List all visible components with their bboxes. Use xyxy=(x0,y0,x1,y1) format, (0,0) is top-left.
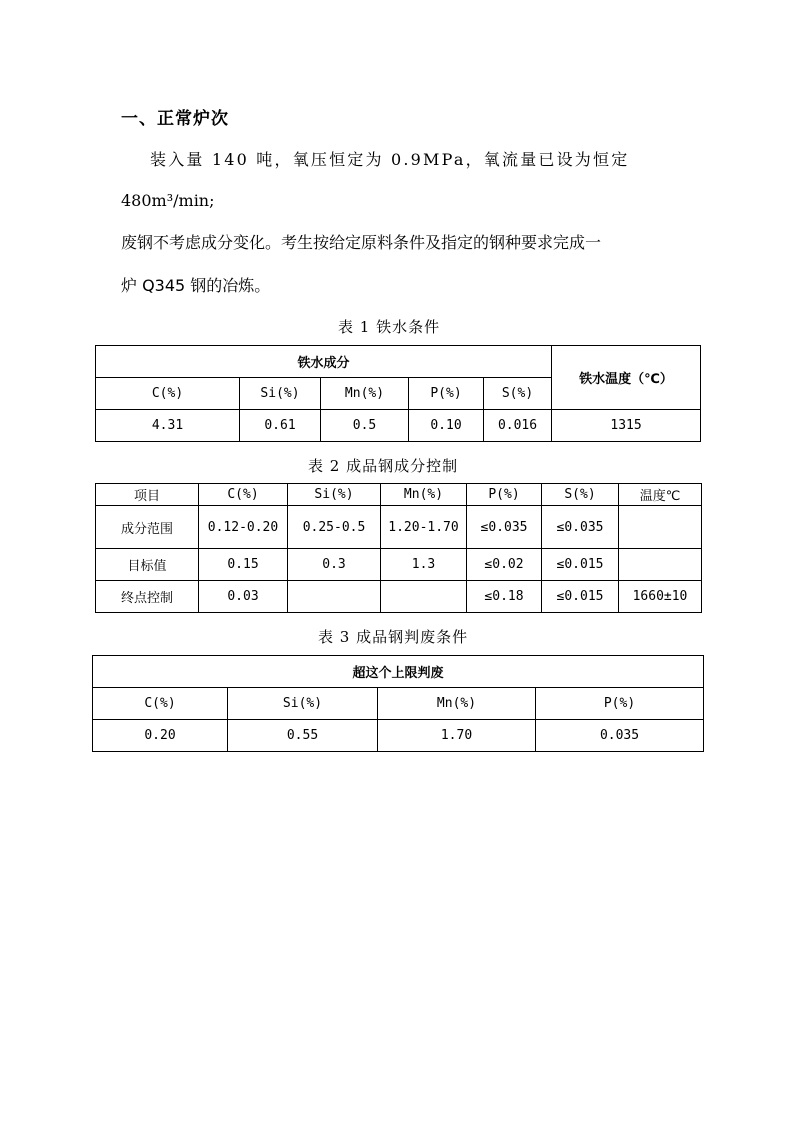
table3-group-header: 超这个上限判废 xyxy=(93,656,704,688)
table1-col-header: S(%) xyxy=(484,378,552,410)
table1-cell: 0.10 xyxy=(409,410,484,442)
product-composition-table xyxy=(95,483,702,613)
table2-row-label: 终点控制 xyxy=(96,581,199,613)
table3-col-header: Mn(%) xyxy=(378,688,536,720)
paragraph-line-2: 480m³/min; xyxy=(121,191,215,210)
table2-header: P(%) xyxy=(467,484,542,506)
table2-cell: 0.15 xyxy=(199,549,288,581)
table1-group-header: 铁水成分 xyxy=(96,346,552,378)
table2-header: Si(%) xyxy=(288,484,381,506)
table1-temp-header: 铁水温度（℃） xyxy=(552,346,701,410)
table1-cell: 0.016 xyxy=(484,410,552,442)
table2-row-label: 成分范围 xyxy=(96,506,199,549)
hot-metal-table xyxy=(95,345,701,442)
rejection-limits-table xyxy=(92,655,704,752)
table1-cell: 0.61 xyxy=(240,410,321,442)
table2-cell: 1660±10 xyxy=(619,581,702,613)
table2-cell: ≤0.035 xyxy=(467,506,542,549)
table2-cell xyxy=(288,581,381,613)
table2-cell xyxy=(619,506,702,549)
table3-cell: 0.55 xyxy=(228,720,378,752)
table2-cell: ≤0.035 xyxy=(542,506,619,549)
table2-cell: ≤0.02 xyxy=(467,549,542,581)
table2-cell: ≤0.015 xyxy=(542,581,619,613)
table2-caption: 表 2 成品钢成分控制 xyxy=(308,457,459,475)
table1-col-header: C(%) xyxy=(96,378,240,410)
table2-cell: 1.20-1.70 xyxy=(381,506,467,549)
table2-cell xyxy=(619,549,702,581)
table2-header: 项目 xyxy=(96,484,199,506)
table1-temp-value: 1315 xyxy=(552,410,701,442)
table2-cell: 0.03 xyxy=(199,581,288,613)
table2-row-label: 目标值 xyxy=(96,549,199,581)
table2-header: 温度℃ xyxy=(619,484,702,506)
table2-cell: 0.25-0.5 xyxy=(288,506,381,549)
table3-cell: 0.035 xyxy=(536,720,704,752)
table3-col-header: Si(%) xyxy=(228,688,378,720)
table3-col-header: P(%) xyxy=(536,688,704,720)
table3-caption: 表 3 成品钢判废条件 xyxy=(318,628,469,646)
paragraph-line-3: 废钢不考虑成分变化。考生按给定原料条件及指定的钢种要求完成一 xyxy=(121,233,602,252)
table1-col-header: Mn(%) xyxy=(321,378,409,410)
table2-cell: 0.3 xyxy=(288,549,381,581)
table2-cell: ≤0.015 xyxy=(542,549,619,581)
table1-caption: 表 1 铁水条件 xyxy=(338,318,441,336)
table2-header: Mn(%) xyxy=(381,484,467,506)
table2-cell: 1.3 xyxy=(381,549,467,581)
paragraph-line-4: 炉 Q345 钢的冶炼。 xyxy=(121,276,271,295)
table2-cell: 0.12-0.20 xyxy=(199,506,288,549)
paragraph-line-1: 装入量 140 吨，氧压恒定为 0.9MPa，氧流量已设为恒定 xyxy=(150,150,630,169)
table3-cell: 0.20 xyxy=(93,720,228,752)
table3-col-header: C(%) xyxy=(93,688,228,720)
section-heading: 一、正常炉次 xyxy=(121,109,229,129)
table1-col-header: P(%) xyxy=(409,378,484,410)
table1-col-header: Si(%) xyxy=(240,378,321,410)
table2-cell xyxy=(381,581,467,613)
table2-cell: ≤0.18 xyxy=(467,581,542,613)
table1-cell: 0.5 xyxy=(321,410,409,442)
table1-cell: 4.31 xyxy=(96,410,240,442)
table3-cell: 1.70 xyxy=(378,720,536,752)
table2-header: S(%) xyxy=(542,484,619,506)
table2-header: C(%) xyxy=(199,484,288,506)
